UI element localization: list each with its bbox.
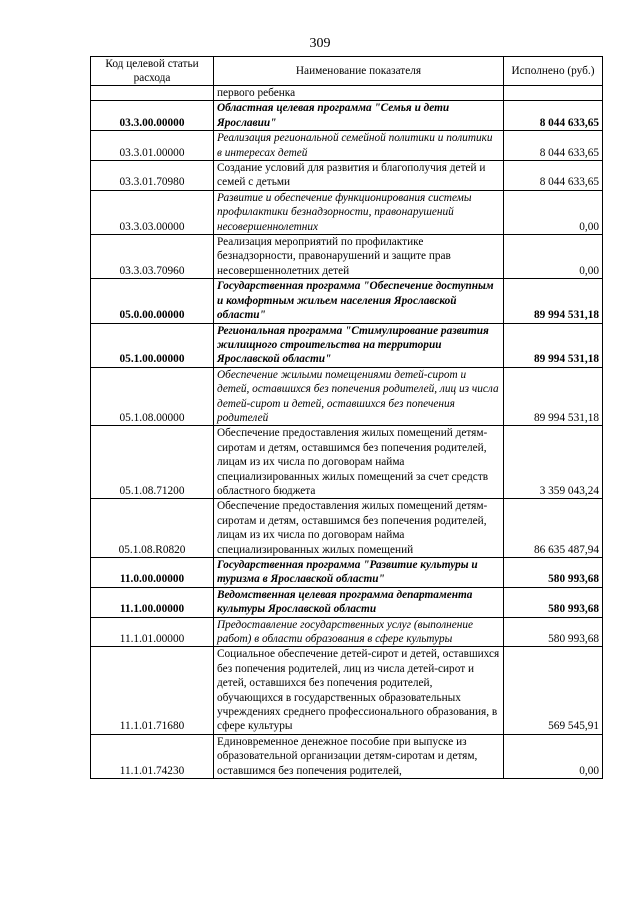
budget-table — [90, 56, 603, 779]
table-header-row — [91, 57, 603, 86]
row-code-cell: 03.3.03.00000 — [91, 190, 214, 234]
row-code-cell: 05.1.08.00000 — [91, 367, 214, 426]
row-code-cell: 05.1.00.00000 — [91, 323, 214, 367]
table-row — [91, 587, 603, 617]
table-row — [91, 367, 603, 426]
row-code-cell: 03.3.00.00000 — [91, 101, 214, 131]
row-name-cell: Предоставление государственных услуг (выполнение работ) в области образования в сфере культуры — [214, 617, 504, 647]
row-sum-cell: 569 545,91 — [504, 647, 603, 734]
row-name-cell: Развитие и обеспечение функционирования системы профилактики безнадзорности, правонарушений несовершеннолетних — [214, 190, 504, 234]
row-sum-cell: 3 359 043,24 — [504, 426, 603, 499]
row-sum-cell: 580 993,68 — [504, 617, 603, 647]
row-sum-cell: 8 044 633,65 — [504, 161, 603, 191]
table-row — [91, 323, 603, 367]
row-sum-cell: 580 993,68 — [504, 587, 603, 617]
table-row — [91, 86, 603, 101]
row-code-cell: 11.1.01.74230 — [91, 734, 214, 778]
header-sum: Исполнено (руб.) — [504, 57, 603, 86]
header-name: Наименование показателя — [214, 57, 504, 86]
table-row — [91, 279, 603, 323]
row-code-cell: 03.3.03.70960 — [91, 235, 214, 279]
row-name-cell: Социальное обеспечение детей-сирот и детей, оставшихся без попечения родителей, лиц из числа детей-сирот и детей, оставшихся без попечения родителей, обучающихся в государственных образовательных учреждениях среднего профессионального образования, в сфере культуры — [214, 647, 504, 734]
table-row — [91, 558, 603, 588]
row-sum-cell: 89 994 531,18 — [504, 323, 603, 367]
row-name-cell: Государственная программа "Развитие культуры и туризма в Ярославской области" — [214, 558, 504, 588]
row-sum-cell: 0,00 — [504, 734, 603, 778]
row-sum-cell: 0,00 — [504, 190, 603, 234]
table-row — [91, 161, 603, 191]
row-name-cell: Единовременное денежное пособие при выпуске из образовательной организации детям-сиротам и детям, оставшимся без попечения родителей, — [214, 734, 504, 778]
table-row — [91, 190, 603, 234]
row-sum-cell: 0,00 — [504, 235, 603, 279]
row-sum-cell — [504, 86, 603, 101]
row-name-cell: Региональная программа "Стимулирование развития жилищного строительства на территории Ярославской области" — [214, 323, 504, 367]
header-code: Код целевой статьи расхода — [91, 57, 214, 86]
row-code-cell: 05.1.08.R0820 — [91, 499, 214, 558]
row-sum-cell: 89 994 531,18 — [504, 279, 603, 323]
row-name-cell: первого ребенка — [214, 86, 504, 101]
row-code-cell: 03.3.01.00000 — [91, 131, 214, 161]
row-code-cell — [91, 86, 214, 101]
row-code-cell: 11.0.00.00000 — [91, 558, 214, 588]
row-sum-cell: 86 635 487,94 — [504, 499, 603, 558]
row-code-cell: 03.3.01.70980 — [91, 161, 214, 191]
table-row — [91, 617, 603, 647]
row-name-cell: Создание условий для развития и благополучия детей и семей с детьми — [214, 161, 504, 191]
row-name-cell: Обеспечение предоставления жилых помещений детям-сиротам и детям, оставшимся без попечения родителей, лицам из их числа по договорам найма специализированных жилых помещений за счет средств областного бюджета — [214, 426, 504, 499]
table-row — [91, 499, 603, 558]
row-name-cell: Ведомственная целевая программа департамента культуры Ярославской области — [214, 587, 504, 617]
row-code-cell: 11.1.01.00000 — [91, 617, 214, 647]
row-name-cell: Государственная программа "Обеспечение доступным и комфортным жильем населения Ярославской области" — [214, 279, 504, 323]
row-sum-cell: 8 044 633,65 — [504, 131, 603, 161]
row-name-cell: Обеспечение предоставления жилых помещений детям-сиротам и детям, оставшимся без попечения родителей, лицам из их числа по договорам найма специализированных жилых помещений — [214, 499, 504, 558]
page-number: 309 — [309, 36, 331, 51]
table-row — [91, 426, 603, 499]
table-row — [91, 101, 603, 131]
row-code-cell: 05.1.08.71200 — [91, 426, 214, 499]
table-row — [91, 647, 603, 734]
row-code-cell: 11.1.00.00000 — [91, 587, 214, 617]
row-name-cell: Обеспечение жилыми помещениями детей-сирот и детей, оставшихся без попечения родителей, лиц из числа детей-сирот и детей, оставшихся без попечения родителей — [214, 367, 504, 426]
row-name-cell: Областная целевая программа "Семья и дети Ярославии" — [214, 101, 504, 131]
row-code-cell: 05.0.00.00000 — [91, 279, 214, 323]
row-sum-cell: 580 993,68 — [504, 558, 603, 588]
table-row — [91, 235, 603, 279]
table-row — [91, 131, 603, 161]
row-sum-cell: 89 994 531,18 — [504, 367, 603, 426]
row-name-cell: Реализация региональной семейной политики и политики в интересах детей — [214, 131, 504, 161]
row-sum-cell: 8 044 633,65 — [504, 101, 603, 131]
row-code-cell: 11.1.01.71680 — [91, 647, 214, 734]
table-row — [91, 734, 603, 778]
row-name-cell: Реализация мероприятий по профилактике безнадзорности, правонарушений и защите прав несовершеннолетних детей — [214, 235, 504, 279]
